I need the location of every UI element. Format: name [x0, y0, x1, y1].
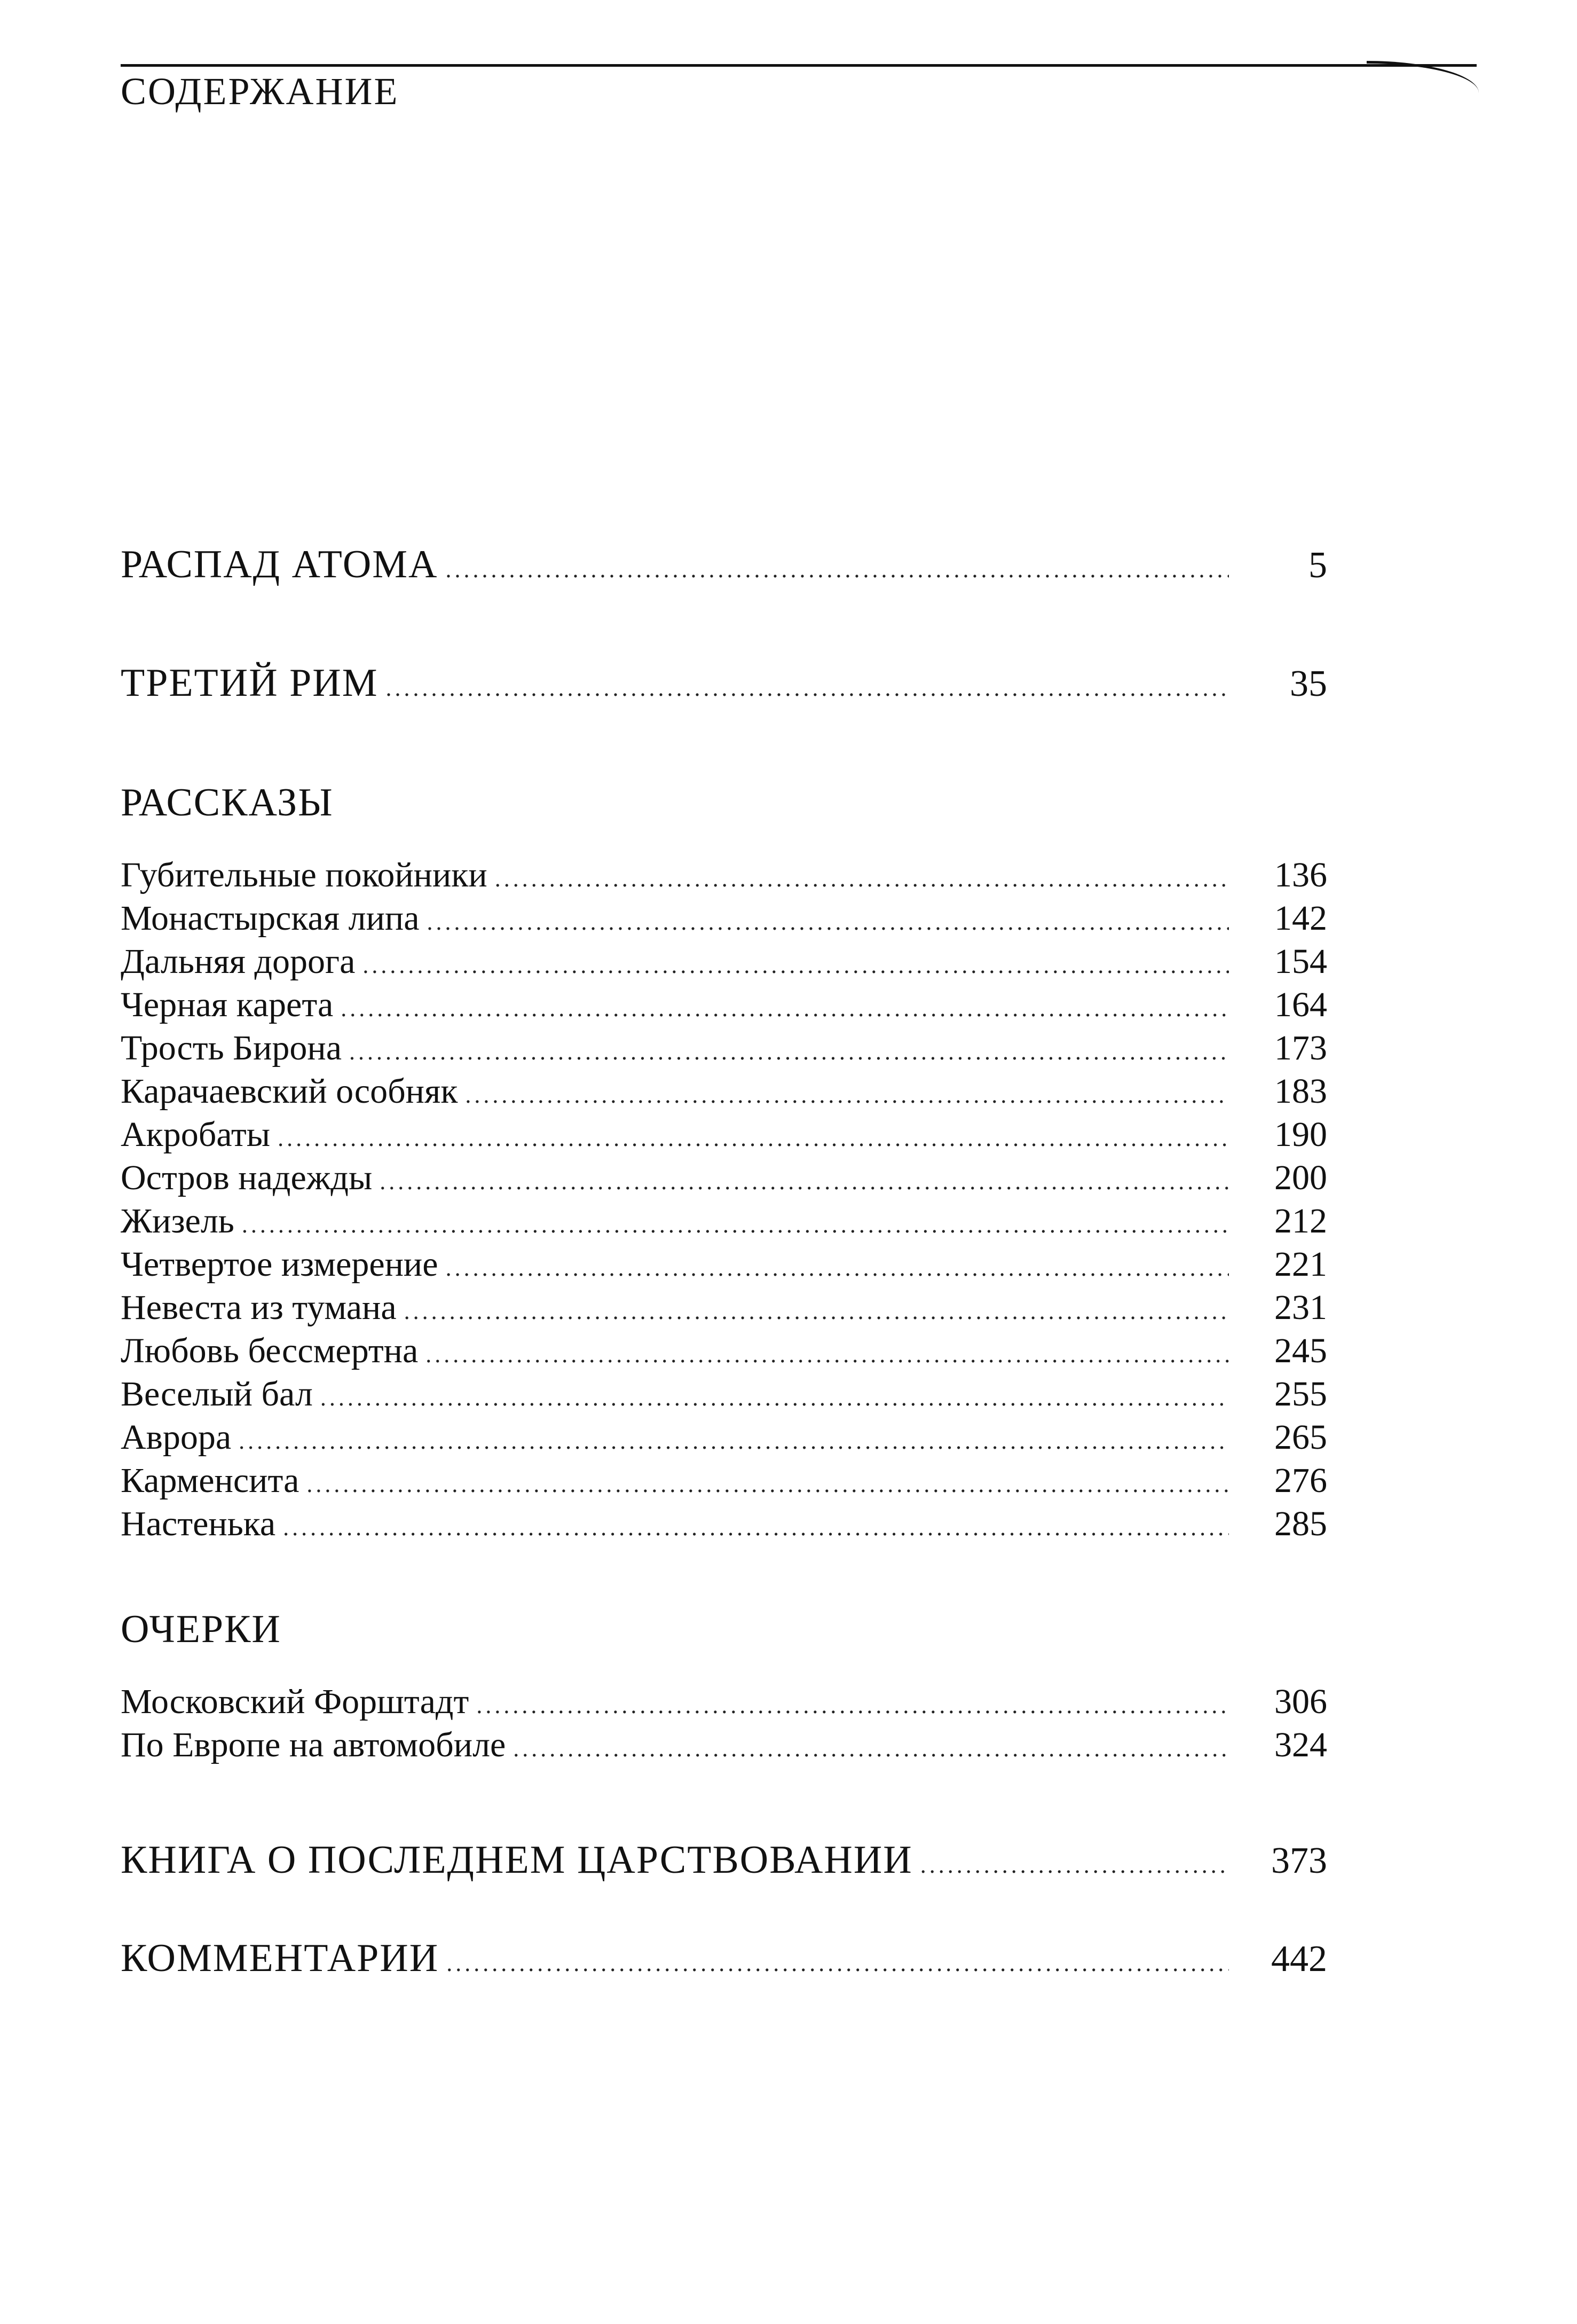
stories-list: [121, 853, 1327, 1545]
toc-entry-story: [121, 853, 1327, 897]
dot-leader: [427, 900, 1229, 944]
toc-entry-page: 35: [1290, 663, 1327, 704]
dot-leader: [425, 1333, 1229, 1376]
toc-entry-story: [121, 1113, 1327, 1156]
dot-leader: [341, 987, 1229, 1030]
dot-leader: [386, 677, 1229, 700]
running-header: СОДЕРЖАНИЕ: [121, 70, 399, 113]
dot-leader: [349, 1030, 1229, 1073]
toc-entry-story: [121, 983, 1327, 1026]
essays-list: [121, 1680, 1327, 1766]
toc-entry-page: 265: [1274, 1418, 1327, 1457]
toc-entry-title: Четвертое измерение: [121, 1245, 438, 1284]
toc-entry-page: 442: [1271, 1938, 1327, 1980]
toc-entry-title: Остров надежды: [121, 1158, 373, 1197]
dot-leader: [306, 1463, 1229, 1506]
dot-leader: [446, 1952, 1229, 1975]
toc-entry-part1: [121, 545, 1327, 584]
section-heading-stories: РАССКАЗЫ: [121, 781, 334, 825]
toc-entry-page: 221: [1274, 1245, 1327, 1284]
toc-entry-title: Любовь бессмертна: [121, 1331, 419, 1370]
toc-entry-page: 200: [1274, 1158, 1327, 1197]
toc-entry-page: 231: [1274, 1288, 1327, 1327]
toc-entry-page: 190: [1274, 1115, 1327, 1154]
toc-entry-story: [121, 1199, 1327, 1243]
dot-leader: [278, 1117, 1229, 1160]
toc-entry-page: 183: [1274, 1072, 1327, 1111]
toc-entry-page: 154: [1274, 942, 1327, 981]
dot-leader: [465, 1073, 1229, 1117]
toc-entry-page: 245: [1274, 1331, 1327, 1370]
dot-leader: [404, 1290, 1229, 1333]
toc-entry-story: [121, 1156, 1327, 1199]
toc-entry-title: КНИГА О ПОСЛЕДНЕМ ЦАРСТВОВАНИИ: [121, 1838, 913, 1882]
toc-entry-story: [121, 1329, 1327, 1372]
toc-entry-page: 5: [1308, 545, 1327, 586]
toc-entry-title: Черная карета: [121, 985, 334, 1024]
toc-entry-title: Жизель: [121, 1202, 234, 1240]
toc-entry-essay: [121, 1680, 1327, 1723]
dot-leader: [362, 944, 1229, 987]
dot-leader: [380, 1160, 1229, 1203]
toc-entry-story: [121, 940, 1327, 983]
dot-leader: [920, 1854, 1229, 1877]
toc-entry-story: [121, 1070, 1327, 1113]
toc-entry-page: 276: [1274, 1461, 1327, 1500]
toc-entry-page: 136: [1274, 855, 1327, 894]
dot-leader: [283, 1506, 1229, 1549]
toc-entry-story: [121, 1243, 1327, 1286]
dot-leader: [320, 1376, 1229, 1419]
toc-entry-title: Настенька: [121, 1504, 276, 1543]
toc-entry-title: КОММЕНТАРИИ: [121, 1936, 439, 1980]
toc-entry-story: [121, 1459, 1327, 1502]
toc-entry-title: По Европе на автомобиле: [121, 1725, 506, 1764]
toc-entry-title: Дальняя дорога: [121, 942, 356, 981]
toc-entry-part2: [121, 663, 1327, 703]
toc-entry-page: 255: [1274, 1375, 1327, 1414]
toc-entry-part4: [121, 1938, 1327, 1978]
toc-entry-title: Губительные покойники: [121, 855, 487, 894]
toc-entry-title: ТРЕТИЙ РИМ: [121, 661, 379, 705]
toc-entry-title: Трость Бирона: [121, 1028, 342, 1067]
dot-leader: [476, 1684, 1229, 1727]
toc-entry-page: 142: [1274, 899, 1327, 938]
toc-entry-title: Акробаты: [121, 1115, 271, 1154]
toc-entry-story: [121, 1372, 1327, 1416]
table-of-contents: [121, 545, 1327, 1978]
section-heading-essays: ОЧЕРКИ: [121, 1607, 281, 1651]
toc-entry-page: 173: [1274, 1028, 1327, 1067]
toc-entry-page: 212: [1274, 1202, 1327, 1240]
toc-entry-title: Невеста из тумана: [121, 1288, 397, 1327]
toc-entry-page: 285: [1274, 1504, 1327, 1543]
toc-entry-story: [121, 1416, 1327, 1459]
dot-leader: [446, 558, 1229, 582]
toc-entry-page: 373: [1271, 1840, 1327, 1881]
toc-entry-title: Веселый бал: [121, 1375, 313, 1414]
toc-entry-title: Карачаевский особняк: [121, 1072, 458, 1111]
dot-leader: [242, 1203, 1229, 1246]
toc-entry-title: Карменсита: [121, 1461, 299, 1500]
toc-entry-title: Монастырская липа: [121, 899, 420, 938]
header-rule: [121, 64, 1477, 67]
toc-entry-title: РАСПАД АТОМА: [121, 543, 438, 586]
toc-entry-part3: [121, 1840, 1327, 1880]
toc-entry-title: Московский Форштадт: [121, 1682, 469, 1721]
toc-entry-page: 324: [1274, 1725, 1327, 1764]
toc-entry-story: [121, 1286, 1327, 1329]
toc-entry-story: [121, 897, 1327, 940]
toc-entry-essay: [121, 1723, 1327, 1766]
dot-leader: [446, 1246, 1229, 1290]
toc-entry-story: [121, 1502, 1327, 1545]
toc-entry-page: 164: [1274, 985, 1327, 1024]
dot-leader: [495, 857, 1229, 900]
dot-leader: [239, 1419, 1229, 1463]
toc-entry-page: 306: [1274, 1682, 1327, 1721]
dot-leader: [513, 1727, 1229, 1770]
toc-entry-story: [121, 1026, 1327, 1070]
toc-entry-title: Аврора: [121, 1418, 232, 1457]
